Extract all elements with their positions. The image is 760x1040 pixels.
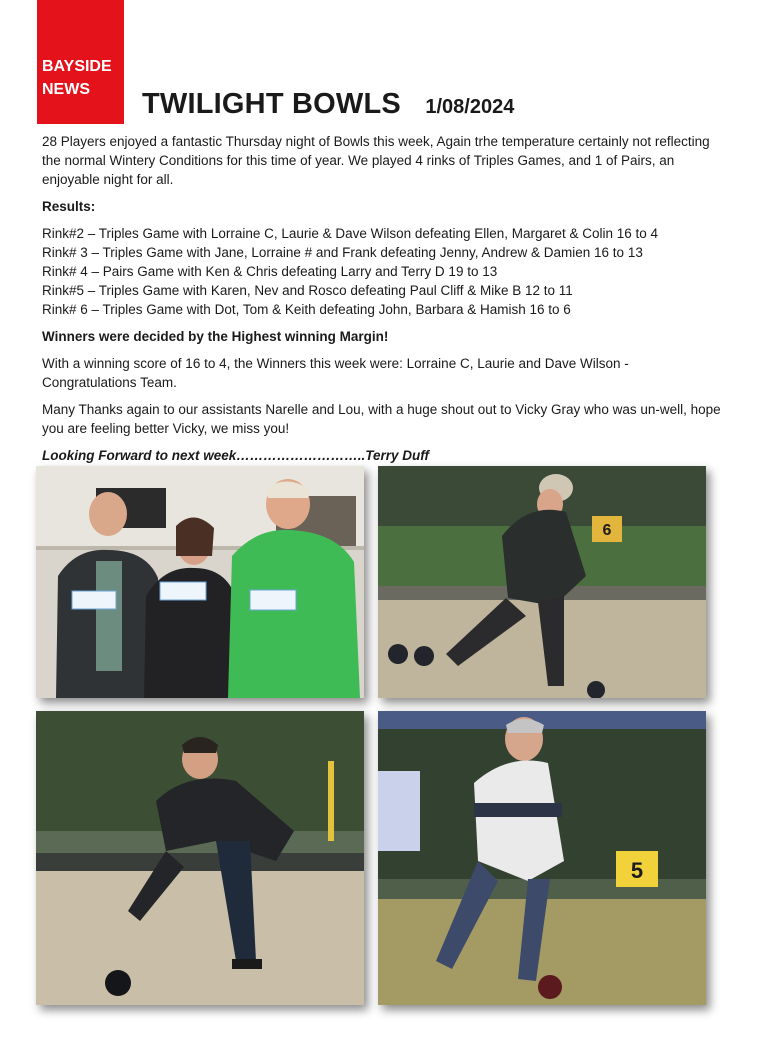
winners-paragraph: With a winning score of 16 to 4, the Winners this week were: Lorraine C, Laurie and Dave Wilson - Congratulations Team. [42, 356, 629, 390]
page-title: TWILIGHT BOWLS [142, 88, 401, 120]
results-heading: Results: [42, 199, 96, 214]
intro-paragraph: 28 Players enjoyed a fantastic Thursday night of Bowls this week, Again trhe temperature certainly not reflecting the normal Wintery Conditions for this time of year. We played 4 rinks of Triples Games, and 1 of Pairs, an enjoyable night for all. [42, 134, 710, 187]
article-body [42, 132, 722, 473]
result-line: Rink# 6 – Triples Game with Dot, Tom & Keith defeating John, Barbara & Hamish 16 to 6 [42, 302, 571, 317]
thanks-paragraph: Many Thanks again to our assistants Narelle and Lou, with a huge shout out to Vicky Gray who was un-well, hope you are feeling better Vicky, we miss you! [42, 402, 721, 436]
badge-line-1: BAYSIDE [42, 58, 112, 75]
bowler-photo-3 [378, 711, 706, 1005]
results-list [42, 224, 722, 319]
badge-line-2: NEWS [42, 81, 90, 98]
result-line: Rink# 3 – Triples Game with Jane, Lorraine # and Frank defeating Jenny, Andrew & Damien 16 to 13 [42, 245, 643, 260]
result-line: Rink#5 – Triples Game with Karen, Nev and Rosco defeating Paul Cliff & Mike B 12 to 11 [42, 283, 573, 298]
rink-number-sign: 6 [602, 522, 612, 539]
bowler-photo-2 [36, 711, 364, 1005]
result-line: Rink#2 – Triples Game with Lorraine C, Laurie & Dave Wilson defeating Ellen, Margaret & Colin 16 to 4 [42, 226, 659, 241]
rink-number-sign: 5 [630, 858, 644, 883]
result-line: Rink# 4 – Pairs Game with Ken & Chris defeating Larry and Terry D 19 to 13 [42, 264, 498, 279]
issue-date: 1/08/2024 [425, 96, 515, 118]
bayside-news-badge [37, 0, 124, 124]
winners-note: Winners were decided by the Highest winning Margin! [42, 329, 389, 344]
bowler-photo-1 [378, 466, 706, 698]
headline [142, 88, 514, 121]
closing-signoff: Looking Forward to next week………………………..Terry Duff [42, 448, 430, 463]
winners-photo [36, 466, 364, 698]
